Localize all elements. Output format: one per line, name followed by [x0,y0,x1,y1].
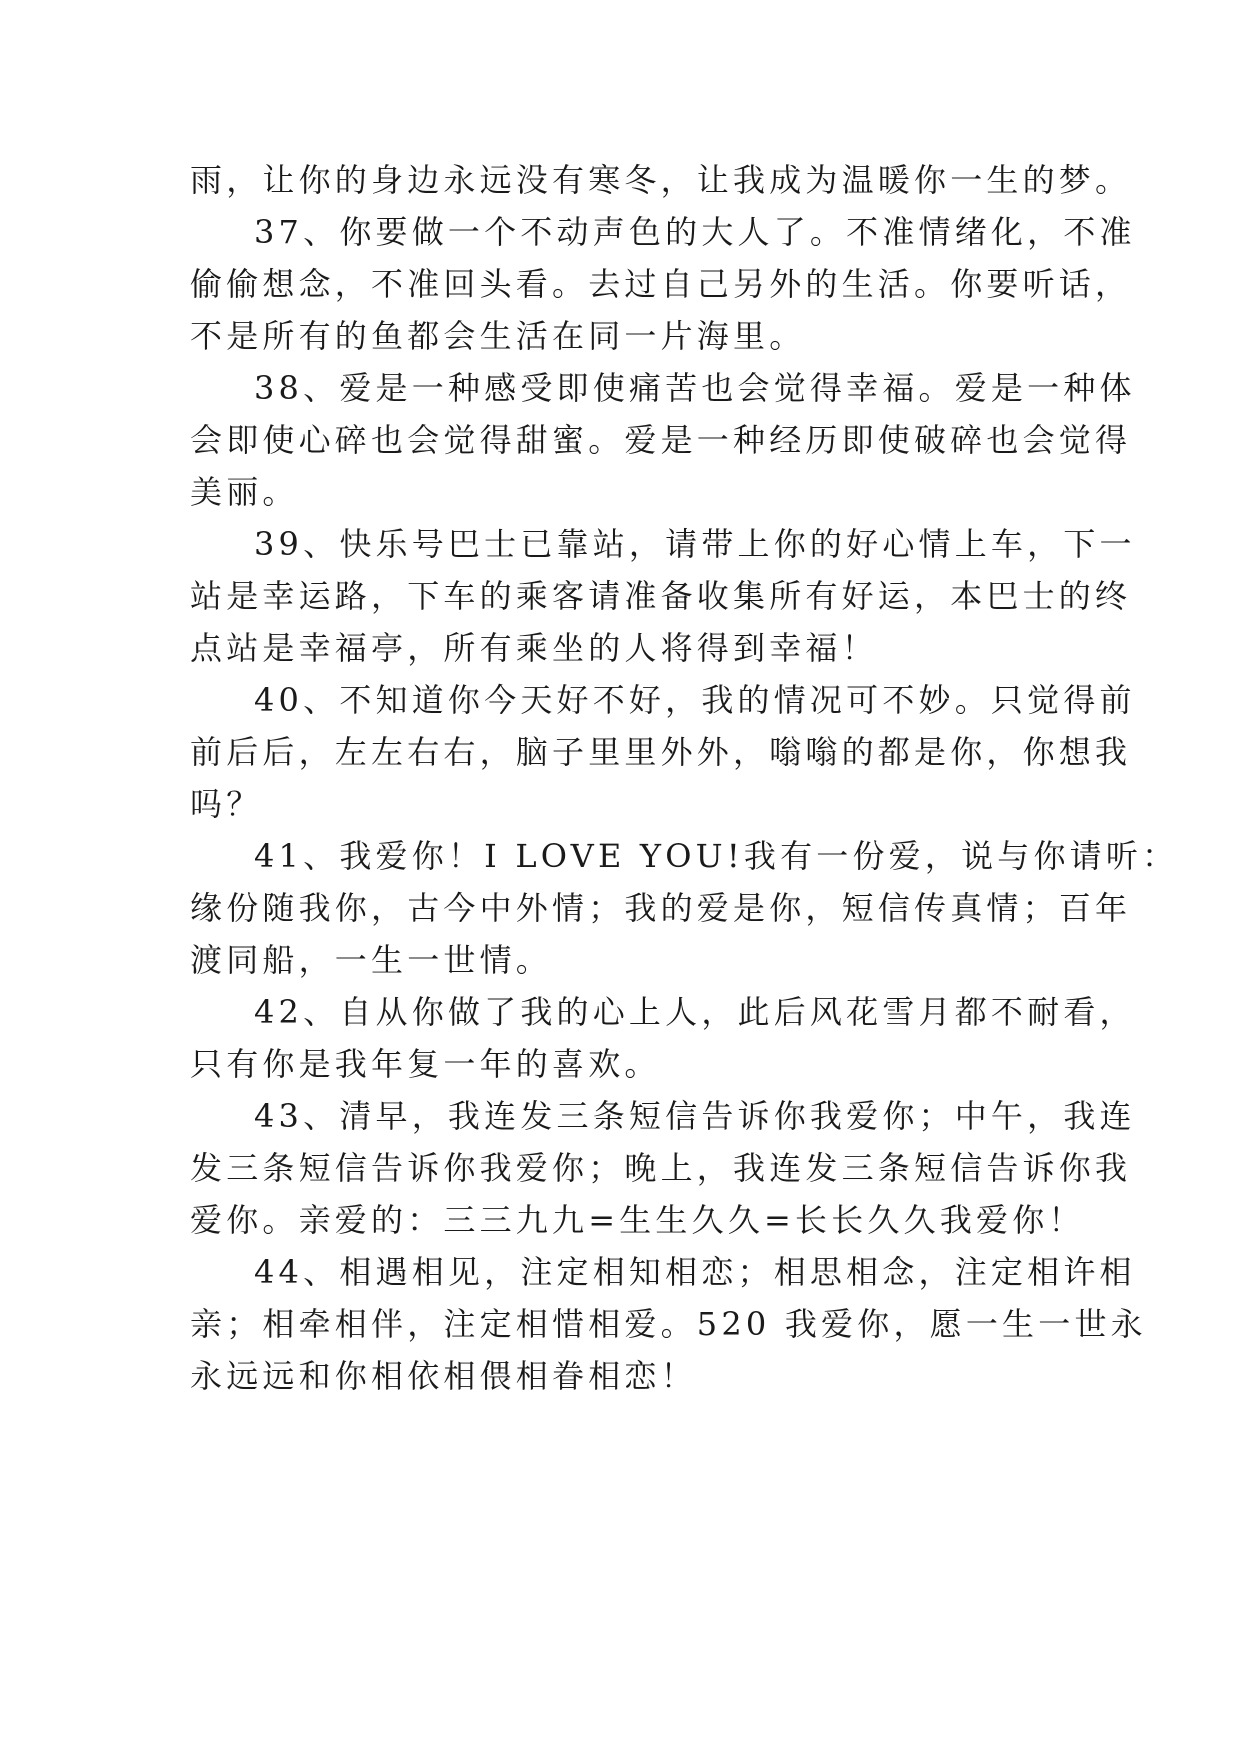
item-40-line: 40、不知道你今天好不好，我的情况可不妙。只觉得前 [254,681,1136,719]
text-line: 站是幸运路，下车的乘客请准备收集所有好运，本巴士的终 [190,577,1132,615]
text-line: 偷偷想念，不准回头看。去过自己另外的生活。你要听话， [190,265,1132,303]
text-line: 只有你是我年复一年的喜欢。 [190,1045,661,1083]
text-line: 缘份随我你，古今中外情；我的爱是你，短信传真情；百年 [190,889,1132,927]
item-43-line: 43、清早，我连发三条短信告诉你我爱你；中午，我连 [254,1097,1136,1135]
text-line: 前后后，左左右右，脑子里里外外，嗡嗡的都是你，你想我 [190,733,1132,771]
text-line: 吗？ [190,785,263,823]
text-line: 渡同船，一生一世情。 [190,941,553,979]
text-line: 会即使心碎也会觉得甜蜜。爱是一种经历即使破碎也会觉得 [190,421,1132,459]
text-line: 永远远和你相依相偎相眷相恋！ [190,1357,697,1395]
text-line: 亲；相牵相伴，注定相惜相爱。520 我爱你，愿一生一世永 [190,1305,1147,1343]
item-42-line: 42、自从你做了我的心上人，此后风花雪月都不耐看， [254,993,1136,1031]
text-line: 发三条短信告诉你我爱你；晚上，我连发三条短信告诉你我 [190,1149,1132,1187]
text-line: 点站是幸福亭，所有乘坐的人将得到幸福！ [190,629,878,667]
item-44-line: 44、相遇相见，注定相知相恋；相思相念，注定相许相 [254,1253,1136,1291]
text-line: 爱你。亲爱的：三三九九=生生久久=长长久久我爱你！ [190,1201,1085,1239]
item-38-line: 38、爱是一种感受即使痛苦也会觉得幸福。爱是一种体 [254,369,1136,407]
text-line: 雨，让你的身边永远没有寒冬，让我成为温暖你一生的梦。 [190,161,1132,199]
text-line: 美丽。 [190,473,299,511]
item-37-line: 37、你要做一个不动声色的大人了。不准情绪化，不准 [254,213,1136,251]
item-41-line: 41、我爱你！I LOVE YOU!我有一份爱，说与你请听： [254,837,1179,875]
item-39-line: 39、快乐号巴士已靠站，请带上你的好心情上车，下一 [254,525,1136,563]
text-line: 不是所有的鱼都会生活在同一片海里。 [190,317,806,355]
